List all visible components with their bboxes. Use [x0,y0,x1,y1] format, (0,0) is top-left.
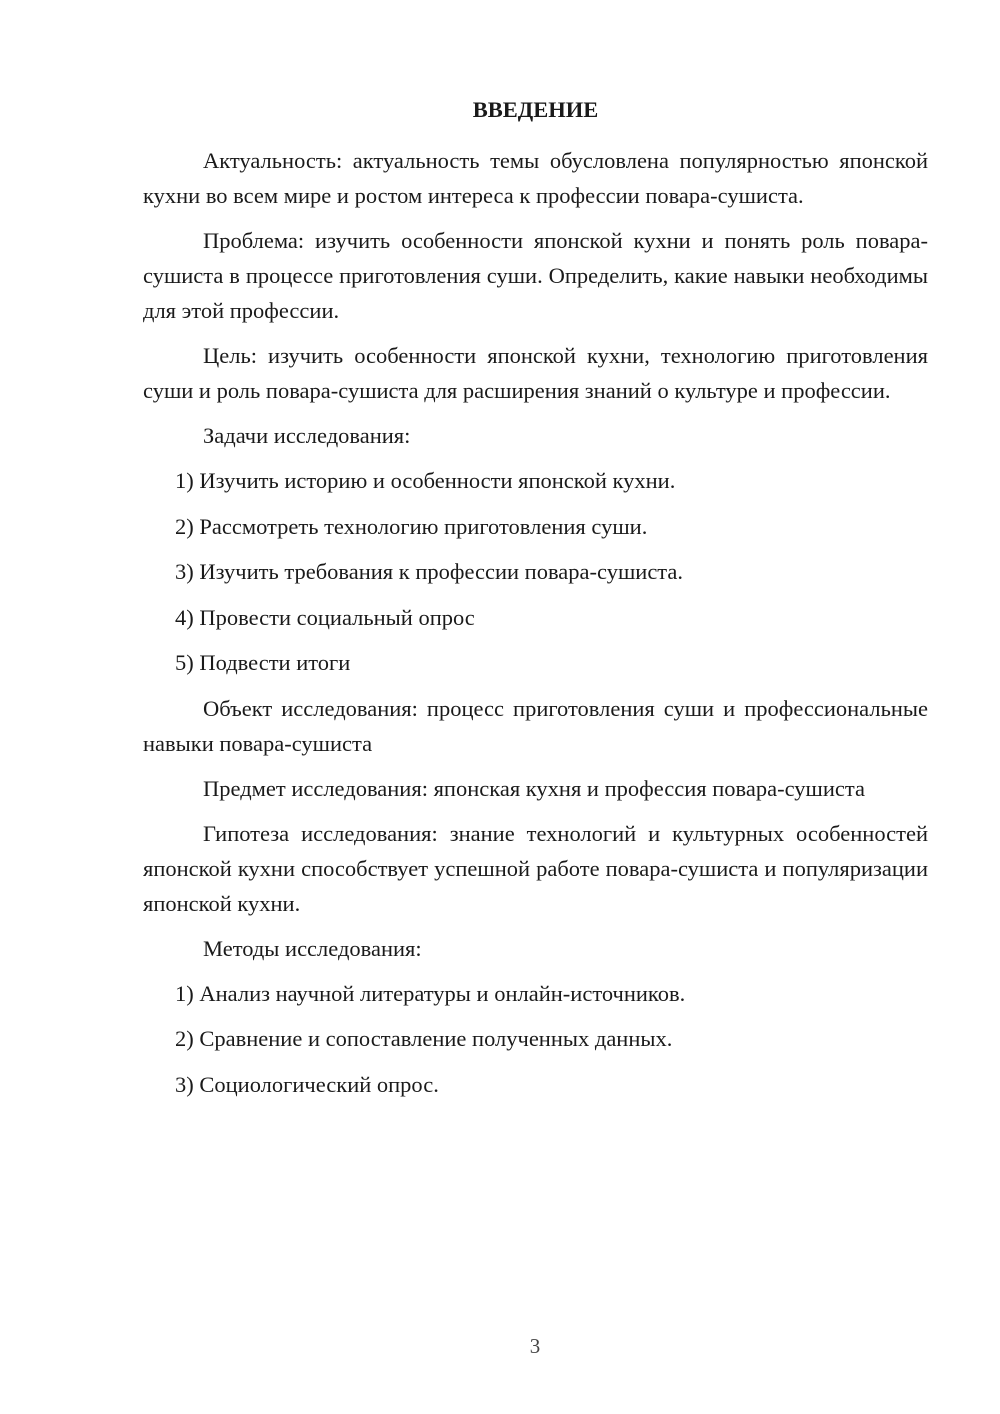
list-item: 5) Подвести итоги [175,650,351,675]
page-number: 3 [529,1334,541,1358]
object-paragraph: Объект исследования: процесс приготовления суши и профессиональные навыки повара-сушиста [143,695,928,756]
list-item: 3) Социологический опрос. [175,1071,439,1097]
list-item: 1) Анализ научной литературы и онлайн-источников. [175,980,686,1006]
section-title: ВВЕДЕНИЕ [472,97,599,122]
tasks-label: Задачи исследования: [203,423,411,448]
list-item: 2) Рассмотреть технологию приготовления суши. [175,513,648,539]
hypothesis-paragraph: Гипотеза исследования: знание технологий и культурных особенностей японской кухни способствует успешной работе повара-сушиста и популяризации японской кухни. [143,820,928,916]
list-item: 4) Провести социальный опрос [175,604,475,630]
methods-list [143,976,928,1102]
document-page [143,92,928,1112]
subject-paragraph: Предмет исследования: японская кухня и профессия повара-сушиста [203,775,865,801]
relevance-paragraph: Актуальность: актуальность темы обусловлена популярностью японской кухни во всем мире и ростом интереса к профессии повара-сушиста. [143,148,928,208]
list-item: 3) Изучить требования к профессии повара-сушиста. [175,559,684,584]
tasks-list [143,463,928,680]
list-item: 2) Сравнение и сопоставление полученных данных. [175,1026,673,1051]
list-item: 1) Изучить историю и особенности японской кухни. [175,468,676,493]
methods-label: Методы исследования: [203,935,422,961]
problem-paragraph: Проблема: изучить особенности японской кухни и понять роль повара-сушиста в процессе приготовления суши. Определить, какие навыки необходимы для этой профессии. [143,228,928,323]
goal-paragraph: Цель: изучить особенности японской кухни, технологию приготовления суши и роль повара-сушиста для расширения знаний о культуре и профессии. [143,343,928,403]
